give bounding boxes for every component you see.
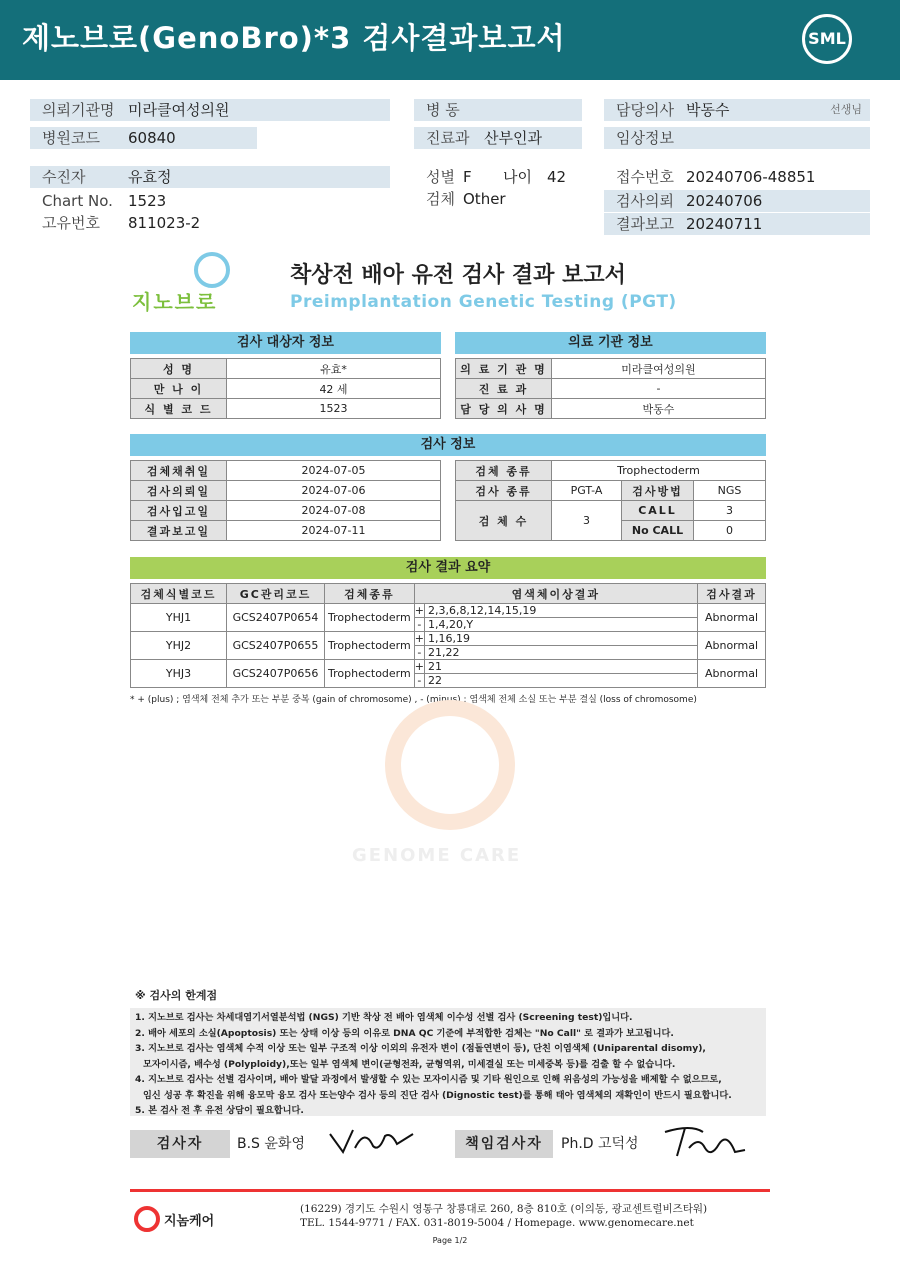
tester-label: 검사자 [130, 1130, 230, 1158]
test-specimen-table: 검체 종류 Trophectoderm 검사 종류 PGT-A 검사방법 NGS 검 체 수 3 CALL 3 No CALL 0 [455, 460, 766, 541]
chief-label: 책임검사자 [455, 1130, 553, 1158]
company-name: 지놈케어 [164, 1214, 215, 1229]
test-dates-table: 검체채취일 2024-07-05 검사의뢰일 2024-07-06 검사입고일 2024-07-08 결과보고일 2024-07-11 [130, 460, 441, 541]
test-info-header: 검사 정보 [130, 434, 766, 456]
sex-age-row: 성별 F 나이 42 [426, 168, 567, 186]
limitations-box: 1. 지노브로 검사는 차세대염기서열분석법 (NGS) 기반 착상 전 배아 염색체 이수성 선별 검사 (Screening test)입니다. 2. 배아 세포의 소실(Apoptosis) 또는 상태 이상 등의 이유로 DNA QC 기준에 부적합한 검체는 "No Call" 로 결과가 보고됩니다. 3. 지노브로 검사는 염색체 수적 이상 또는 일부 구조적 이상 이외의 유전자 변이 (점돌연변이 등), 단친 이염색체 (Uniparental disomy), 모자이시즘, 배수성 (Polyploidy),또는 일부 염색체 변이(균형전좌, 균형역위, 미세결실 또는 미세중복 등)를 검출 할 수 없습니다. 4. 지노브로 검사는 선별 검사이며, 배아 발달 과정에서 발생할 수 있는 모자이시즘 및 기타 원인으로 인해 위음성의 가능성을 배제할 수 없으므로, 임신 성공 후 확진을 위해 융모막 융모 검사 또는양수 검사 등의 진단 검사 (Dignostic test)를 통해 태아 염색체의 재확인이 반드시 필요합니다. 5. 본 검사 전 후 유전 상담이 필요합니다. [130, 1008, 766, 1116]
footer-divider [130, 1189, 770, 1192]
chief-name: Ph.D 고덕성 [561, 1136, 639, 1152]
hospital-code-row: 병원코드 60840 [30, 127, 257, 149]
watermark-logo [385, 700, 515, 830]
summary-header: 검사 결과 요약 [130, 557, 766, 579]
dna-icon [194, 252, 230, 288]
clinical-row: 임상정보 [604, 127, 870, 149]
genobro-logo: 지노브로 [132, 250, 242, 310]
report-subtitle: Preimplantation Genetic Testing (PGT) [290, 292, 677, 312]
footer-address: (16229) 경기도 수원시 영통구 창룡대로 260, 8층 810호 (이의동, 광교센트럴비즈타워) TEL. 1544-9771 / FAX. 031-8019-5004 / Homepage. www.genomecare.net [300, 1203, 708, 1229]
watermark-text: GENOME CARE [352, 845, 522, 866]
medical-header: 의료 기관 정보 [455, 332, 766, 354]
request-row: 검사의뢰 20240706 [604, 190, 870, 212]
medical-table: 의 료 기 관 명 미라클여성의원 진 료 과 - 담 당 의 사 명 박동수 [455, 358, 766, 419]
chief-signature [655, 1122, 750, 1164]
dept-row: 진료과 산부인과 [414, 127, 582, 149]
ward-row: 병 동 [414, 99, 582, 121]
chart-row: Chart No. 1523 [42, 192, 167, 210]
patient-row: 수진자 유효정 [30, 166, 390, 188]
summary-note: * + (plus) ; 염색체 전체 추가 또는 부분 중복 (gain of chromosome) , - (minus) ; 염색체 전체 소실 또는 부분 결실 (loss of chromosome) [130, 695, 697, 705]
sml-logo: SML [802, 14, 852, 64]
unique-row: 고유번호 811023-2 [42, 214, 201, 232]
table-row: YHJ3 GCS2407P0656 Trophectoderm + 21 Abnormal [131, 660, 766, 674]
report-row: 결과보고 20240711 [604, 213, 870, 235]
table-row: YHJ2 GCS2407P0655 Trophectoderm + 1,16,19 Abnormal [131, 632, 766, 646]
receipt-row: 접수번호 20240706-48851 [616, 168, 816, 186]
subject-table: 성 명 유효* 만 나 이 42 세 식 별 코 드 1523 [130, 358, 441, 419]
doctor-row: 담당의사 박동수 선생님 [604, 99, 870, 121]
page-number: Page 1/2 [432, 1236, 468, 1245]
limitations-title: ※ 검사의 한계점 [135, 989, 218, 1002]
genomecare-logo-icon [134, 1206, 160, 1232]
report-header-title: 제노브로(GenoBro)*3 검사결과보고서 [22, 21, 566, 55]
summary-table: 검체식별코드 GC관리코드 검체종류 염색체이상결과 검사결과 YHJ1 GCS2407P0654 Trophectoderm + 2,3,6,8,12,14,15,19 Abnormal - 1,4,20,Y YHJ2 GCS2407P0655 Trophectoderm + 1,16,19 Abnormal - 21,22 YHJ3 GCS2407P0656 Trophectoderm + 21 Abnormal - 22 [130, 583, 766, 688]
tester-signature [325, 1122, 420, 1162]
tester-name: B.S 윤화영 [237, 1136, 305, 1152]
header-bar [0, 0, 900, 80]
specimen-row: 검체 Other [426, 190, 506, 208]
subject-header: 검사 대상자 정보 [130, 332, 441, 354]
table-row: YHJ1 GCS2407P0654 Trophectoderm + 2,3,6,8,12,14,15,19 Abnormal [131, 604, 766, 618]
report-title: 착상전 배아 유전 검사 결과 보고서 [290, 263, 626, 288]
institution-row: 의뢰기관명 미라클여성의원 [30, 99, 390, 121]
